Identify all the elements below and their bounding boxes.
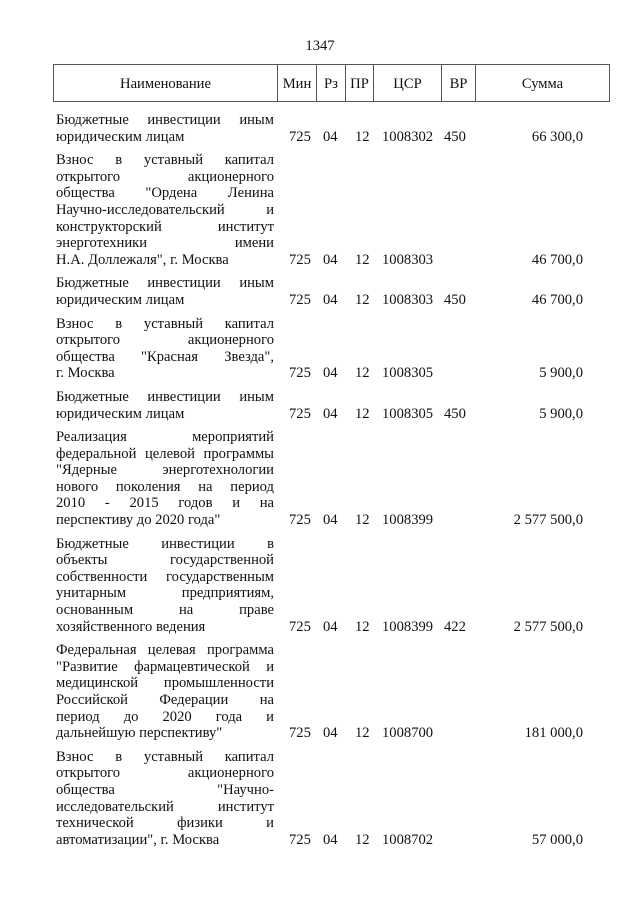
word: автоматизации", г. Москва bbox=[56, 831, 220, 848]
word: "Развитие bbox=[56, 658, 118, 675]
cell-vr: 422 bbox=[444, 618, 466, 635]
cell-sum: 2 577 500,0 bbox=[513, 512, 583, 529]
cell-pr: 12 bbox=[355, 291, 370, 308]
word: капитал bbox=[224, 152, 274, 169]
cell-pr: 12 bbox=[355, 128, 370, 145]
word: технической bbox=[56, 815, 134, 832]
cell-rz: 04 bbox=[323, 291, 338, 308]
word: иным bbox=[239, 112, 274, 128]
name-line bbox=[56, 219, 274, 236]
name-line bbox=[56, 602, 274, 619]
name-line bbox=[56, 389, 274, 406]
word: 2010 bbox=[56, 495, 86, 512]
word: Научно-исследовательский bbox=[56, 201, 225, 218]
cell-csr: 1008305 bbox=[382, 405, 434, 422]
table-row bbox=[0, 536, 640, 636]
table-row bbox=[0, 429, 640, 529]
word: государственным bbox=[166, 568, 274, 585]
word: акционерного bbox=[187, 168, 274, 185]
cell-rz: 04 bbox=[323, 365, 338, 382]
word: юридическим лицам bbox=[56, 128, 185, 145]
cell-sum: 46 700,0 bbox=[531, 291, 583, 308]
cell-sum: 5 900,0 bbox=[539, 365, 583, 382]
cell-pr: 12 bbox=[355, 618, 370, 635]
word: инвестиции bbox=[147, 275, 221, 292]
header-name: Наименование bbox=[54, 65, 278, 101]
cell-sum: 181 000,0 bbox=[524, 725, 583, 742]
word: Взнос bbox=[56, 315, 94, 332]
table-row bbox=[0, 152, 640, 268]
cell-min: 725 bbox=[289, 128, 311, 145]
cell-rz: 04 bbox=[323, 512, 338, 529]
row-name bbox=[56, 152, 274, 268]
word: года bbox=[215, 708, 243, 725]
name-line bbox=[56, 406, 274, 423]
name-line bbox=[56, 619, 274, 636]
cell-pr: 12 bbox=[355, 405, 370, 422]
name-line bbox=[56, 185, 274, 202]
word: Звезда", bbox=[224, 348, 274, 365]
word: акционерного bbox=[187, 765, 274, 782]
word: Федерации bbox=[159, 692, 229, 708]
word: общества bbox=[56, 348, 115, 365]
cell-sum: 5 900,0 bbox=[539, 405, 583, 422]
cell-sum: 46 700,0 bbox=[531, 251, 583, 268]
cell-csr: 1008700 bbox=[382, 725, 434, 742]
word: исследовательский bbox=[56, 798, 174, 815]
word: дальнейшую перспективу" bbox=[56, 725, 223, 742]
cell-min: 725 bbox=[289, 512, 311, 529]
name-line bbox=[56, 782, 274, 799]
word: "Ядерные bbox=[56, 462, 117, 479]
word: общества bbox=[56, 185, 115, 202]
word: институт bbox=[217, 798, 274, 815]
cell-min: 725 bbox=[289, 405, 311, 422]
cell-pr: 12 bbox=[355, 512, 370, 529]
row-name bbox=[56, 642, 274, 742]
name-line bbox=[56, 692, 274, 709]
word: открытого bbox=[56, 332, 121, 349]
word: целевой bbox=[145, 445, 195, 462]
name-line bbox=[56, 659, 274, 676]
table-header bbox=[53, 64, 610, 102]
word: перспективу до 2020 года" bbox=[56, 512, 221, 529]
cell-rz: 04 bbox=[323, 251, 338, 268]
word: период bbox=[230, 478, 274, 495]
word: Взнос bbox=[56, 748, 94, 765]
word: энерготехнологии bbox=[162, 462, 274, 479]
cell-csr: 1008303 bbox=[382, 291, 434, 308]
cell-min: 725 bbox=[289, 725, 311, 742]
name-line bbox=[56, 479, 274, 496]
name-line bbox=[56, 169, 274, 186]
cell-csr: 1008702 bbox=[382, 831, 434, 848]
cell-min: 725 bbox=[289, 365, 311, 382]
word: основанным bbox=[56, 602, 134, 619]
cell-csr: 1008399 bbox=[382, 512, 434, 529]
cell-vr: 450 bbox=[444, 291, 466, 308]
cell-sum: 66 300,0 bbox=[531, 128, 583, 145]
row-name bbox=[56, 389, 274, 422]
word: Бюджетные bbox=[56, 388, 129, 405]
header-rz: Рз bbox=[317, 65, 346, 101]
word: государственной bbox=[169, 552, 274, 569]
cell-min: 725 bbox=[289, 251, 311, 268]
row-name bbox=[56, 536, 274, 636]
cell-sum: 57 000,0 bbox=[531, 831, 583, 848]
word: программа bbox=[206, 642, 274, 659]
cell-rz: 04 bbox=[323, 725, 338, 742]
header-pr: ПР bbox=[346, 65, 374, 101]
word: в bbox=[267, 535, 274, 552]
name-line bbox=[56, 512, 274, 529]
table-row bbox=[0, 316, 640, 382]
header-csr: ЦСР bbox=[374, 65, 442, 101]
row-name bbox=[56, 749, 274, 849]
cell-rz: 04 bbox=[323, 128, 338, 145]
word: промышленности bbox=[163, 675, 274, 692]
name-line bbox=[56, 235, 274, 252]
word: конструкторский bbox=[56, 218, 162, 235]
word: открытого bbox=[56, 765, 121, 782]
word: до bbox=[123, 708, 139, 725]
word: и bbox=[266, 708, 274, 725]
cell-min: 725 bbox=[289, 291, 311, 308]
table-row bbox=[0, 642, 640, 742]
cell-pr: 12 bbox=[355, 725, 370, 742]
cell-pr: 12 bbox=[355, 365, 370, 382]
word: федеральной bbox=[56, 445, 137, 462]
word: Взнос bbox=[56, 152, 94, 169]
word: открытого bbox=[56, 168, 121, 185]
word: иным bbox=[239, 275, 274, 292]
word: физики bbox=[177, 815, 223, 832]
word: уставный bbox=[143, 748, 204, 765]
word: Н.А. Доллежаля", г. Москва bbox=[56, 251, 229, 268]
word: "Красная bbox=[141, 348, 198, 365]
word: поколения bbox=[115, 478, 181, 495]
word: "Научно- bbox=[217, 781, 274, 798]
name-line bbox=[56, 832, 274, 849]
cell-vr: 450 bbox=[444, 405, 466, 422]
word: собственности bbox=[56, 568, 148, 585]
word: и bbox=[266, 815, 274, 832]
cell-csr: 1008302 bbox=[382, 128, 434, 145]
word: медицинской bbox=[56, 675, 139, 692]
name-line bbox=[56, 725, 274, 742]
word: фармацевтической bbox=[134, 658, 250, 675]
word: нового bbox=[56, 478, 99, 495]
word: инвестиции bbox=[161, 535, 235, 552]
table-row bbox=[0, 749, 640, 849]
word: хозяйственного ведения bbox=[56, 618, 206, 635]
word: 2015 bbox=[129, 495, 159, 512]
name-line bbox=[56, 112, 274, 129]
cell-sum: 2 577 500,0 bbox=[513, 618, 583, 635]
name-line bbox=[56, 495, 274, 512]
word: на bbox=[178, 602, 194, 619]
cell-csr: 1008305 bbox=[382, 365, 434, 382]
word: годов bbox=[178, 495, 213, 512]
table-row bbox=[0, 275, 640, 308]
word: в bbox=[115, 152, 123, 169]
word: имени bbox=[234, 235, 274, 252]
name-line bbox=[56, 675, 274, 692]
word: Бюджетные bbox=[56, 112, 129, 128]
word: 2020 bbox=[162, 708, 192, 725]
word: капитал bbox=[224, 315, 274, 332]
cell-min: 725 bbox=[289, 831, 311, 848]
header-min: Мин bbox=[278, 65, 317, 101]
name-line bbox=[56, 569, 274, 586]
word: объекты bbox=[56, 552, 108, 569]
cell-pr: 12 bbox=[355, 251, 370, 268]
table-body bbox=[0, 105, 640, 848]
word: праве bbox=[239, 602, 274, 619]
cell-csr: 1008399 bbox=[382, 618, 434, 635]
cell-rz: 04 bbox=[323, 405, 338, 422]
word: в bbox=[115, 315, 123, 332]
word: институт bbox=[217, 218, 274, 235]
name-line bbox=[56, 462, 274, 479]
cell-rz: 04 bbox=[323, 831, 338, 848]
name-line bbox=[56, 275, 274, 292]
word: "Ордена bbox=[145, 185, 198, 202]
word: на bbox=[198, 478, 213, 495]
name-line bbox=[56, 252, 274, 269]
name-line bbox=[56, 765, 274, 782]
word: и bbox=[266, 201, 274, 218]
table-row bbox=[0, 389, 640, 422]
word: унитарным bbox=[56, 585, 127, 602]
row-name bbox=[56, 429, 274, 529]
name-line bbox=[56, 642, 274, 659]
name-line bbox=[56, 799, 274, 816]
table-row bbox=[0, 112, 640, 145]
name-line bbox=[56, 349, 274, 366]
name-line bbox=[56, 152, 274, 169]
word: иным bbox=[239, 388, 274, 405]
name-line bbox=[56, 815, 274, 832]
word: инвестиции bbox=[147, 388, 221, 405]
word: мероприятий bbox=[192, 429, 274, 446]
word: Реализация bbox=[56, 429, 127, 446]
word: программы bbox=[203, 445, 274, 462]
name-line bbox=[56, 709, 274, 726]
cell-csr: 1008303 bbox=[382, 251, 434, 268]
word: уставный bbox=[143, 315, 204, 332]
name-line bbox=[56, 202, 274, 219]
name-line bbox=[56, 536, 274, 553]
name-line bbox=[56, 552, 274, 569]
cell-rz: 04 bbox=[323, 618, 338, 635]
word: Бюджетные bbox=[56, 275, 129, 292]
row-name bbox=[56, 275, 274, 308]
word: Бюджетные bbox=[56, 535, 129, 552]
word: инвестиции bbox=[147, 112, 221, 128]
word: энерготехники bbox=[56, 235, 148, 252]
name-line bbox=[56, 446, 274, 463]
row-name bbox=[56, 316, 274, 382]
name-line bbox=[56, 429, 274, 446]
word: в bbox=[115, 748, 123, 765]
word: юридическим лицам bbox=[56, 405, 185, 422]
name-line bbox=[56, 332, 274, 349]
cell-min: 725 bbox=[289, 618, 311, 635]
word: целевая bbox=[147, 642, 196, 659]
name-line bbox=[56, 129, 274, 146]
word: уставный bbox=[143, 152, 204, 169]
cell-vr: 450 bbox=[444, 128, 466, 145]
word: юридическим лицам bbox=[56, 291, 185, 308]
row-name bbox=[56, 112, 274, 145]
word: общества bbox=[56, 781, 115, 798]
word: капитал bbox=[224, 748, 274, 765]
name-line bbox=[56, 316, 274, 333]
header-sum: Сумма bbox=[521, 76, 564, 92]
word: Федеральная bbox=[56, 642, 137, 659]
word: Российской bbox=[56, 692, 128, 708]
cell-pr: 12 bbox=[355, 831, 370, 848]
word: Ленина bbox=[227, 185, 274, 202]
word: период bbox=[56, 708, 100, 725]
word: и bbox=[232, 495, 240, 512]
header-vr: ВР bbox=[442, 65, 476, 101]
name-line bbox=[56, 365, 274, 382]
word: акционерного bbox=[187, 332, 274, 349]
word: - bbox=[104, 495, 110, 512]
word: на bbox=[259, 692, 274, 708]
page-number: 1347 bbox=[305, 38, 335, 54]
word: предприятиям, bbox=[181, 585, 274, 602]
name-line bbox=[56, 292, 274, 309]
word: г. Москва bbox=[56, 365, 115, 382]
name-line bbox=[56, 585, 274, 602]
name-line bbox=[56, 749, 274, 766]
word: на bbox=[259, 495, 274, 512]
word: и bbox=[266, 658, 274, 675]
